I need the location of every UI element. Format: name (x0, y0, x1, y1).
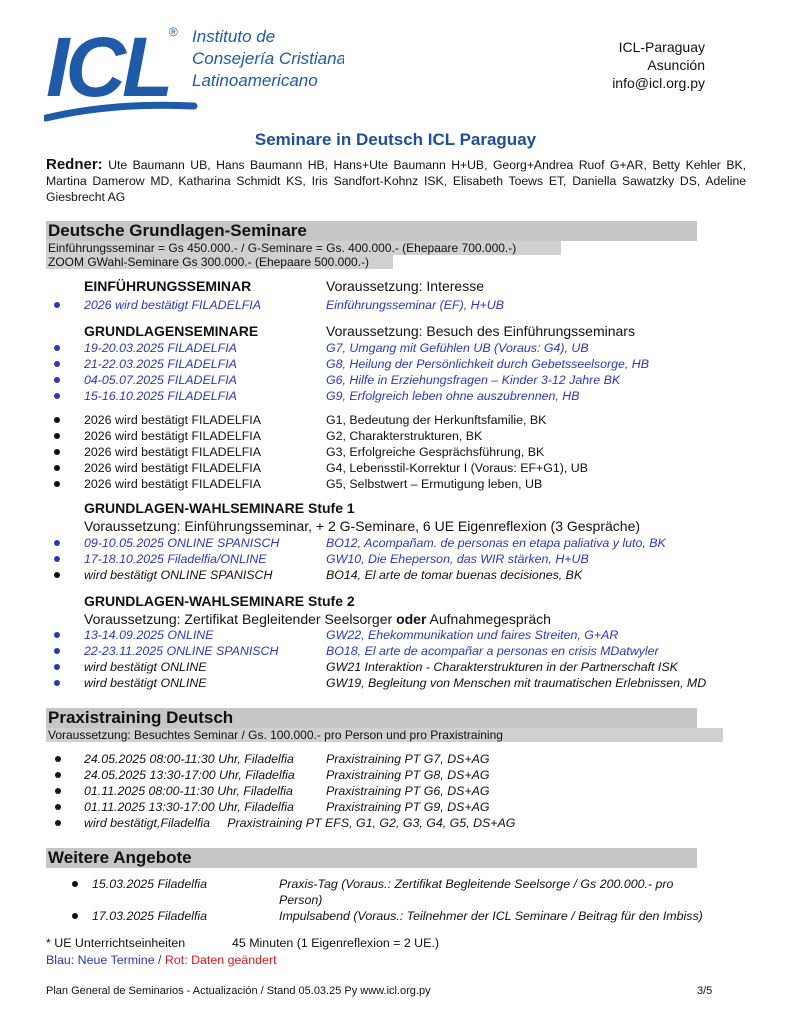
item-date: 2026 wird bestätigt FILADELFIA (84, 413, 261, 427)
list-item (0, 751, 791, 767)
list-item (0, 799, 791, 815)
legend-separator: / (154, 953, 165, 967)
bullet (54, 481, 60, 487)
item-date: 22-23.11.2025 ONLINE SPANISCH (84, 644, 279, 658)
item-date: 15-16.10.2025 FILADELFIA (84, 389, 237, 403)
bullet (54, 377, 60, 383)
logo-line-3: Latinoamericano (192, 71, 318, 90)
bullet (54, 556, 60, 562)
item-text: G8, Heilung der Persönlichkeit durch Gebetsseelsorge, HB (326, 357, 650, 371)
bullet (54, 465, 60, 471)
praxis-price: Voraussetzung: Besuchtes Seminar / Gs. 100.000.- pro Person und pro Praxistraining (46, 728, 723, 742)
elective2-heading: GRUNDLAGEN-WAHLSEMINARE Stufe 2 (84, 593, 355, 609)
list-item (0, 643, 791, 659)
elective1-heading: GRUNDLAGEN-WAHLSEMINARE Stufe 1 (84, 500, 355, 516)
logo-registered: ® (169, 25, 178, 39)
item-text: G9, Erfolgreich leben ohne auszubrennen, HB (326, 389, 580, 403)
list-item (0, 428, 791, 444)
list-item (0, 567, 791, 583)
item-date: wird bestätigt ONLINE SPANISCH (84, 568, 273, 582)
bullet (54, 361, 60, 367)
item-text: G3, Erfolgreiche Gesprächsführung, BK (326, 445, 545, 459)
item-date: 13-14.09.2025 ONLINE (84, 628, 214, 642)
list-item (0, 412, 791, 428)
bullet (54, 393, 60, 399)
item-date: 17.03.2025 Filadelfia (92, 909, 208, 923)
item-text: Praxistraining PT G7, DS+AG (326, 752, 490, 766)
item-text: G1, Bedeutung der Herkunftsfamilie, BK (326, 413, 547, 427)
item-date: 01.11.2025 08:00-11:30 Uhr, Filadelfia (84, 784, 293, 798)
list-item (0, 460, 791, 476)
elective1-requirement: Voraussetzung: Einführungsseminar, + 2 G-Seminare, 6 UE Eigenreflexion (3 Gespräche) (84, 518, 641, 534)
bullet (54, 302, 60, 308)
page-number: 3/5 (697, 985, 713, 997)
ue-label: * UE Unterrichtseinheiten (46, 936, 186, 950)
list-item (0, 356, 791, 372)
logo-line-1: Instituto de (192, 27, 276, 46)
item-date: 21-22.03.2025 FILADELFIA (84, 357, 237, 371)
section-title-praxis: Praxistraining Deutsch (48, 708, 234, 727)
bullet (55, 820, 61, 826)
item-date: 17-18.10.2025 Filadelfia/ONLINE (84, 552, 267, 566)
item-date: 2026 wird bestätigt FILADELFIA (84, 298, 261, 312)
bullet (54, 680, 60, 686)
item-text: GW22, Ehekommunikation und faires Streiten, G+AR (326, 628, 619, 642)
list-item (0, 388, 791, 404)
bullet (55, 772, 61, 778)
item-date: 2026 wird bestätigt FILADELFIA (84, 461, 261, 475)
item-text: GW10, Die Eheperson, das WIR stärken, H+UB (326, 552, 589, 566)
list-item (0, 908, 791, 924)
bullet (72, 913, 78, 919)
item-date: 2026 wird bestätigt FILADELFIA (84, 477, 261, 491)
item-date: wird bestätigt ONLINE (84, 660, 207, 674)
intro-requirement: Voraussetzung: Interesse (326, 278, 484, 294)
legend-blue: Blau: Neue Termine (46, 953, 155, 967)
list-item (0, 815, 791, 831)
req-part-a: Voraussetzung: Zertifikat Begleitender Seelsorger (84, 611, 397, 627)
item-date: 24.05.2025 13:30-17:00 Uhr, Filadelfia (84, 768, 295, 782)
item-date: 19-20.03.2025 FILADELFIA (84, 341, 237, 355)
section-title-weitere: Weitere Angebote (48, 848, 192, 867)
req-or: oder (396, 611, 427, 627)
bullet (55, 804, 61, 810)
item-text: BO18, El arte de acompañar a personas en crisis MDatwyler (326, 644, 659, 658)
item-text: GW21 Interaktion - Charakterstrukturen in der Partnerschaft ISK (326, 660, 678, 674)
item-date: 01.11.2025 13:30-17:00 Uhr, Filadelfia (84, 800, 294, 814)
section-title-grundlagen: Deutsche Grundlagen-Seminare (48, 221, 307, 240)
icl-logo (44, 22, 344, 132)
list-item (0, 659, 791, 675)
list-item (0, 675, 791, 691)
elective2-requirement (84, 611, 551, 627)
list-item (0, 551, 791, 567)
contact-email[interactable]: info@icl.org.py (612, 75, 705, 91)
item-date: 04-05.07.2025 FILADELFIA (84, 373, 237, 387)
speakers-label: Redner: (46, 156, 103, 173)
list-item (0, 444, 791, 460)
list-item (0, 783, 791, 799)
item-text: Praxis-Tag (Voraus.: Zertifikat Begleitende Seelsorge / Gs 200.000.- pro Person) (279, 877, 674, 907)
intro-heading: EINFÜHRUNGSSEMINAR (84, 278, 252, 294)
page-footer: Plan General de Seminarios - Actualización / Stand 05.03.25 Py www.icl.org.py (46, 985, 431, 997)
list-item (0, 627, 791, 643)
speakers-list: Ute Baumann UB, Hans Baumann HB, Hans+Ute Baumann H+UB, Georg+Andrea Ruof G+AR, Betty Kehler BK, Martina Damerow MD, Katharina Schmidt KS, Iris Sandfort-Kohnz ISK, Elisabeth Toews ET, Daniella Sawatzky DS, Adeline Giesbrecht AG (46, 158, 746, 204)
req-part-b: Aufnahmegespräch (426, 611, 551, 627)
item-text: Einführungsseminar (EF), H+UB (326, 298, 505, 312)
item-text: Impulsabend (Voraus.: Teilnehmer der ICL Seminare / Beitrag für den Imbiss) (279, 909, 703, 923)
bullet (54, 664, 60, 670)
basic-heading: GRUNDLAGENSEMINARE (84, 323, 259, 339)
list-item (0, 535, 791, 551)
bullet (54, 632, 60, 638)
item-text: Praxistraining PT G6, DS+AG (326, 784, 490, 798)
item-text: GW19, Begleitung von Menschen mit traumatischen Erlebnissen, MD (326, 676, 707, 690)
contact-org: ICL-Paraguay (618, 39, 705, 55)
logo-text: ICL (46, 22, 170, 114)
item-text: BO14, El arte de tomar buenas decisiones, BK (326, 568, 583, 582)
bullet (54, 648, 60, 654)
icl-logo-mark (44, 22, 344, 132)
list-item (0, 876, 791, 908)
logo-line-2: Consejería Cristiana (192, 49, 344, 68)
item-text: G5, Selbstwert – Ermutigung leben, UB (326, 477, 543, 491)
speakers-paragraph (46, 157, 746, 205)
item-date: 09-10.05.2025 ONLINE SPANISCH (84, 536, 280, 550)
bullet (54, 540, 60, 546)
list-item (0, 297, 791, 313)
legend-red: Rot: Daten geändert (164, 953, 277, 967)
list-item (0, 340, 791, 356)
item-date: 2026 wird bestätigt FILADELFIA (84, 429, 261, 443)
item-text: BO12, Acompañam. de personas en etapa paliativa y luto, BK (326, 536, 666, 550)
item-date: 15.03.2025 Filadelfia (92, 877, 208, 891)
contact-city: Asunción (647, 57, 705, 73)
item-text: Praxistraining PT G8, DS+AG (326, 768, 490, 782)
color-legend (46, 953, 277, 967)
basic-requirement: Voraussetzung: Besuch des Einführungsseminars (326, 323, 635, 339)
ue-value: 45 Minuten (1 Eigenreflexion = 2 UE.) (232, 936, 439, 950)
page-title: Seminare in Deutsch ICL Paraguay (254, 130, 537, 149)
item-date: 24.05.2025 08:00-11:30 Uhr, Filadelfia (84, 752, 294, 766)
bullet (54, 449, 60, 455)
item-text: G4, Lebensstil-Korrektur I (Voraus: EF+G1), UB (326, 461, 589, 475)
item-date: wird bestätigt ONLINE (84, 676, 207, 690)
item-text: wird bestätigt,Filadelfia Praxistraining PT EFS, G1, G2, G3, G4, G5, DS+AG (84, 816, 516, 830)
price-line-1: Einführungsseminar = Gs 450.000.- / G-Seminare = Gs. 400.000.- (Ehepaare 700.000.-) (46, 241, 561, 255)
list-item (0, 767, 791, 783)
item-text: G6, Hilfe in Erziehungsfragen – Kinder 3-12 Jahre BK (326, 373, 621, 387)
item-text: G7, Umgang mit Gefühlen UB (Voraus: G4), UB (326, 341, 589, 355)
item-text: Praxistraining PT G9, DS+AG (326, 800, 490, 814)
bullet (55, 788, 61, 794)
bullet (54, 572, 60, 578)
bullet (54, 345, 60, 351)
list-item (0, 372, 791, 388)
bullet (55, 756, 61, 762)
ue-note (46, 936, 439, 950)
item-date: 2026 wird bestätigt FILADELFIA (84, 445, 261, 459)
bullet (72, 881, 78, 887)
price-line-2: ZOOM GWahl-Seminare Gs 300.000.- (Ehepaare 500.000.-) (46, 255, 393, 269)
item-text: G2, Charakterstrukturen, BK (326, 429, 483, 443)
list-item (0, 476, 791, 492)
bullet (54, 433, 60, 439)
bullet (54, 417, 60, 423)
